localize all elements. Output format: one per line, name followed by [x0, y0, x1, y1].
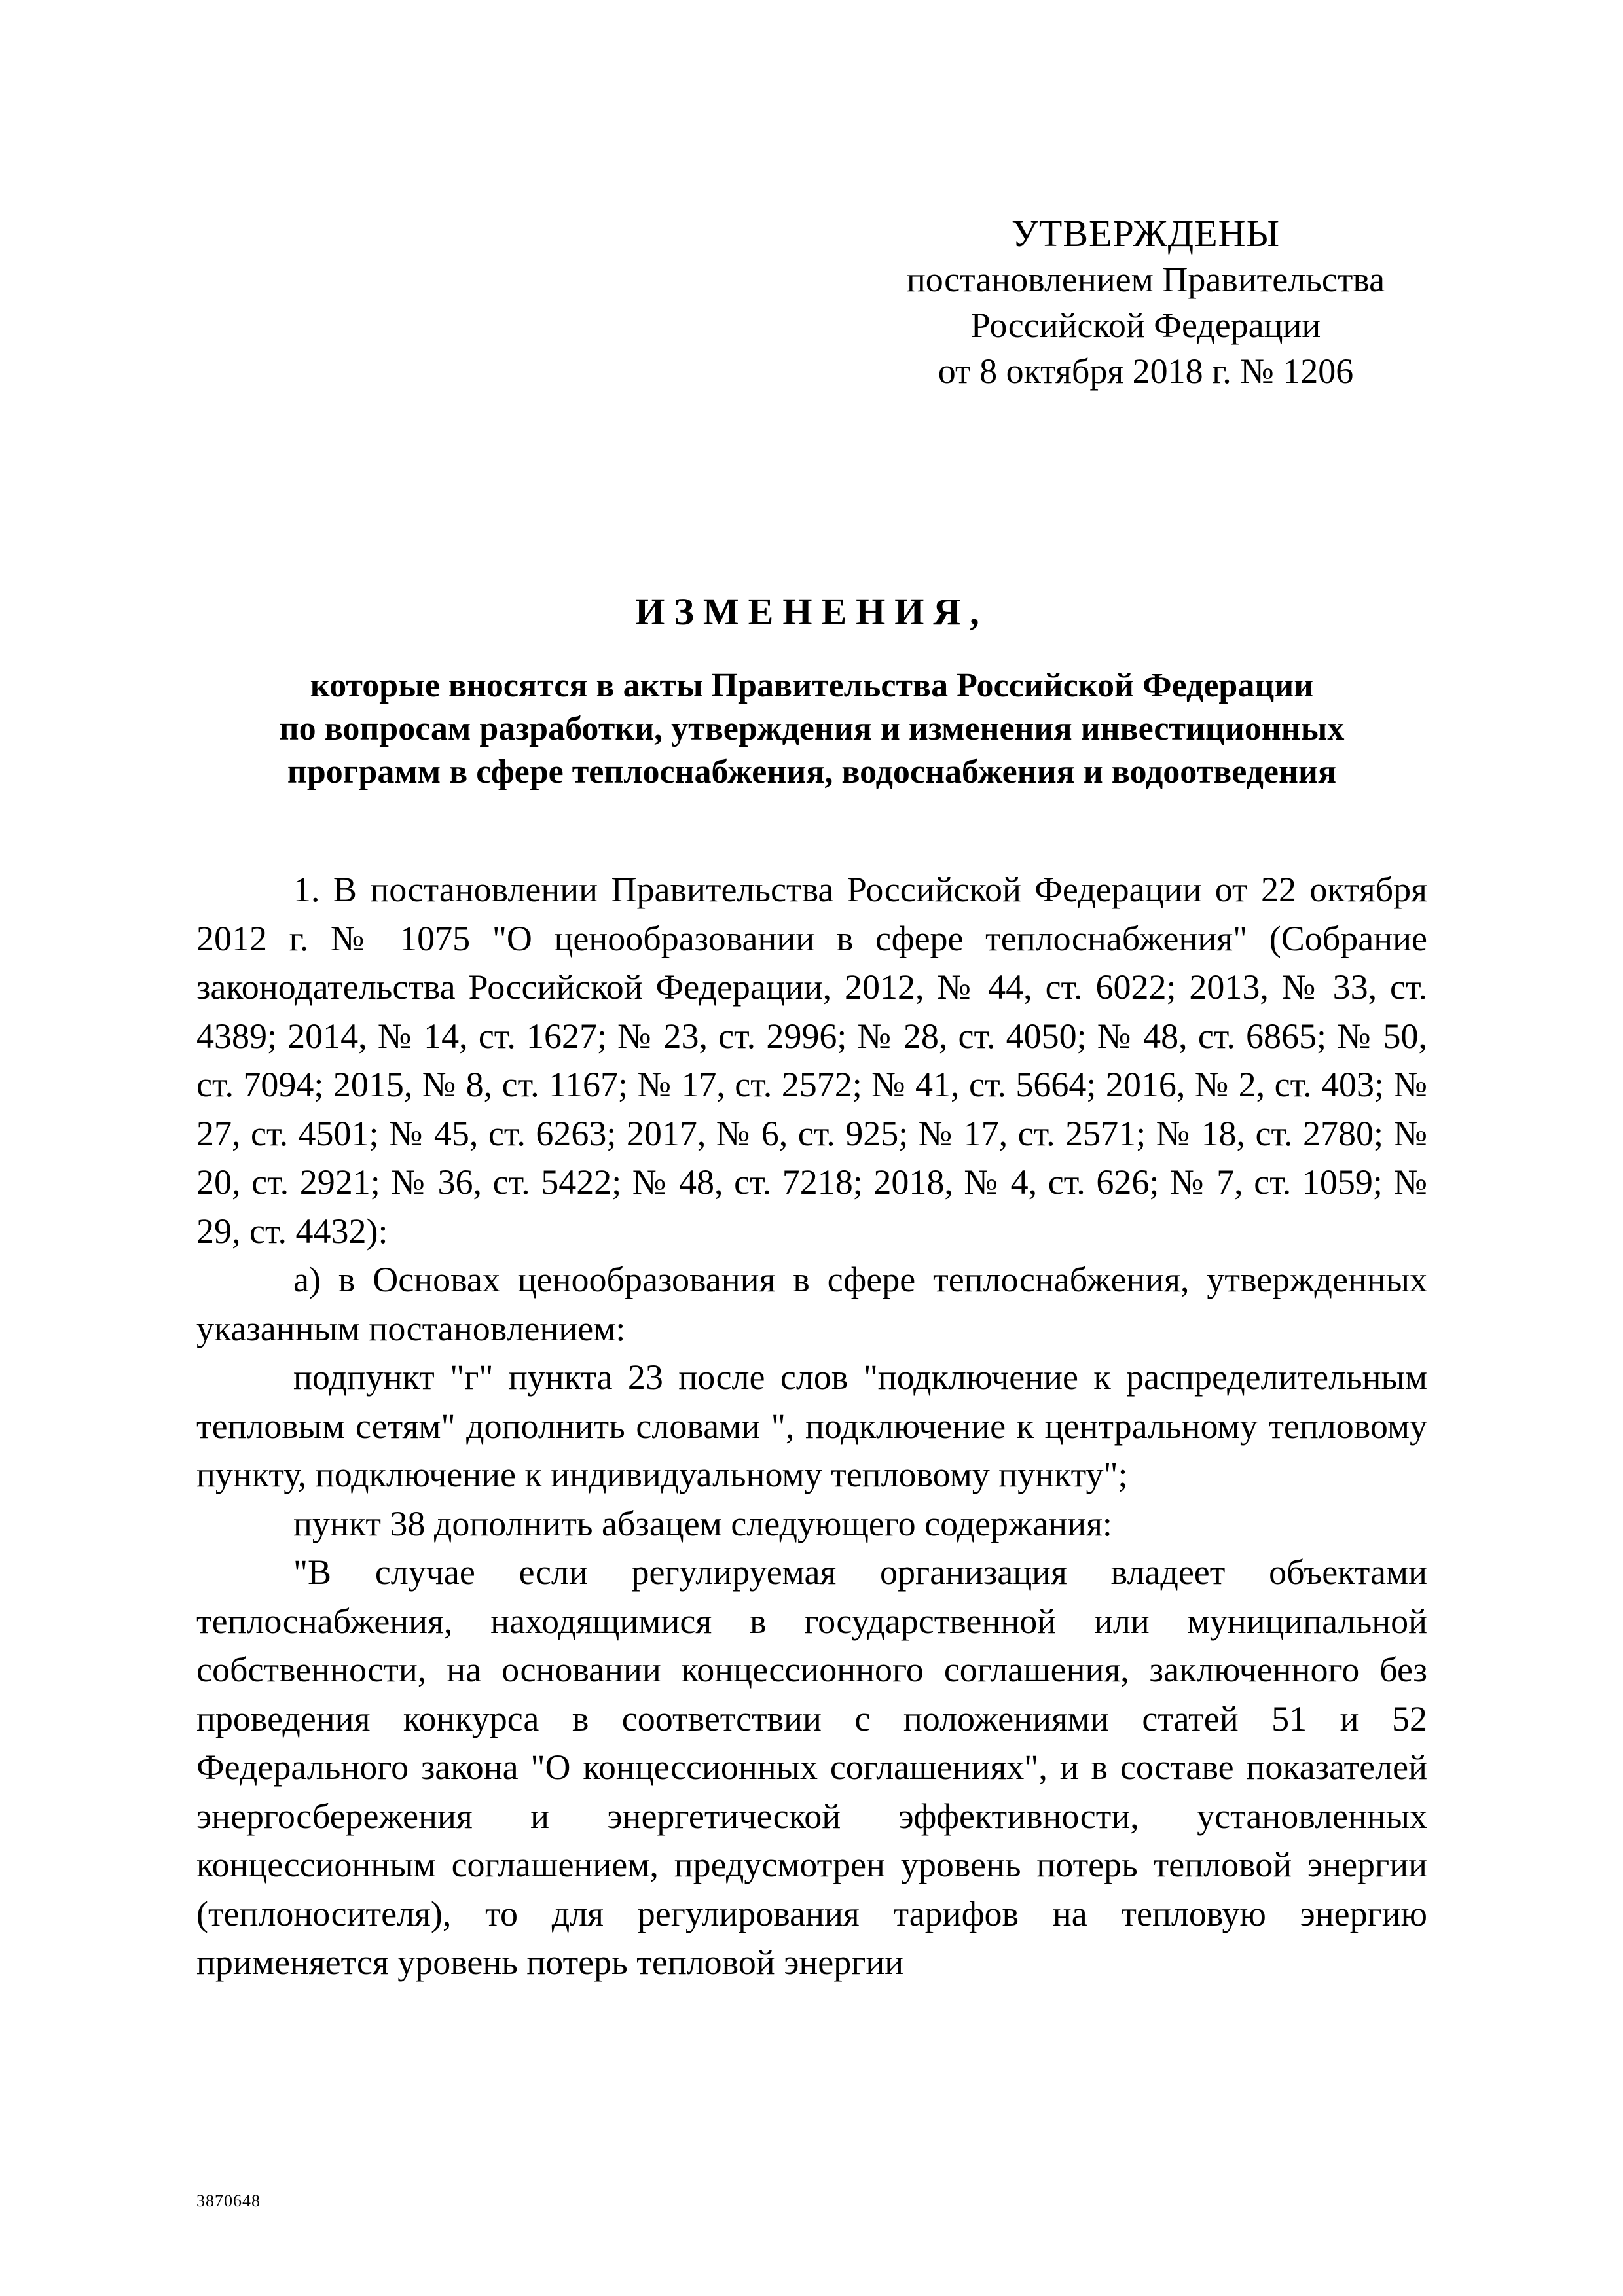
approval-line-2: Российской Федерации: [970, 306, 1321, 345]
document-body: [196, 865, 1427, 1987]
document-title: ИЗМЕНЕНИЯ,: [635, 590, 989, 633]
approval-line-3: от 8 октября 2018 г. № 1206: [938, 351, 1354, 391]
document-subtitle-line: программ в сфере теплоснабжения, водоснабжения и водоотведения: [287, 753, 1337, 791]
paragraph-1: 1. В постановлении Правительства Российской Федерации от 22 октября 2012 г. № 1075 "О ценообразовании в сфере теплоснабжения" (Собрание законодательства Российской Федерации, 2012, № 44, ст. 6022; 2013, № 33, ст. 4389; 2014, № 14, ст. 1627; № 23, ст. 2996; № 28, ст. 4050; № 48, ст. 6865; № 50, ст. 7094; 2015, № 8, ст. 1167; № 17, ст. 2572; № 41, ст. 5664; 2016, № 2, ст. 403; № 27, ст. 4501; № 45, ст. 6263; 2017, № 6, ст. 925; № 17, ст. 2571; № 18, ст. 2780; № 20, ст. 2921; № 36, ст. 5422; № 48, ст. 7218; 2018, № 4, ст. 626; № 7, ст. 1059; № 29, ст. 4432):: [196, 870, 1427, 1251]
approval-line-1: постановлением Правительства: [906, 260, 1385, 299]
document-heading: [183, 586, 1440, 794]
paragraph-point-38: пункт 38 дополнить абзацем следующего содержания:: [293, 1503, 1112, 1543]
document-subtitle-line: которые вносятся в акты Правительства Российской Федерации: [310, 667, 1314, 704]
document-code: 3870648: [196, 2191, 261, 2210]
approval-stamp: [877, 211, 1414, 394]
approval-heading: УТВЕРЖДЕНЫ: [1011, 212, 1281, 255]
paragraph-quote: "В случае если регулируемая организация владеет объектами теплоснабжения, находящимися в государственной или муниципальной собственности, на основании концессионного соглашения, заключенного без проведения конкурса в соответствии с положениями статей 51 и 52 Федерального закона "О концессионных соглашениях", и в составе показателей энергосбережения и энергетической эффективности, установленных концессионным соглашением, предусмотрен уровень потерь тепловой энергии (теплоносителя), то для регулирования тарифов на тепловую энергию применяется уровень потерь тепловой энергии: [196, 1552, 1427, 1982]
paragraph-a: а) в Основах ценообразования в сфере теплоснабжения, утвержденных указанным постановлением:: [196, 1260, 1427, 1348]
document-subtitle-line: по вопросам разработки, утверждения и изменения инвестиционных: [279, 710, 1345, 747]
paragraph-subpoint-g: подпункт "г" пункта 23 после слов "подключение к распределительным тепловым сетям" дополнить словами ", подключение к центральному тепловому пункту, подключение к индивидуальному тепловому пункту";: [196, 1357, 1427, 1494]
